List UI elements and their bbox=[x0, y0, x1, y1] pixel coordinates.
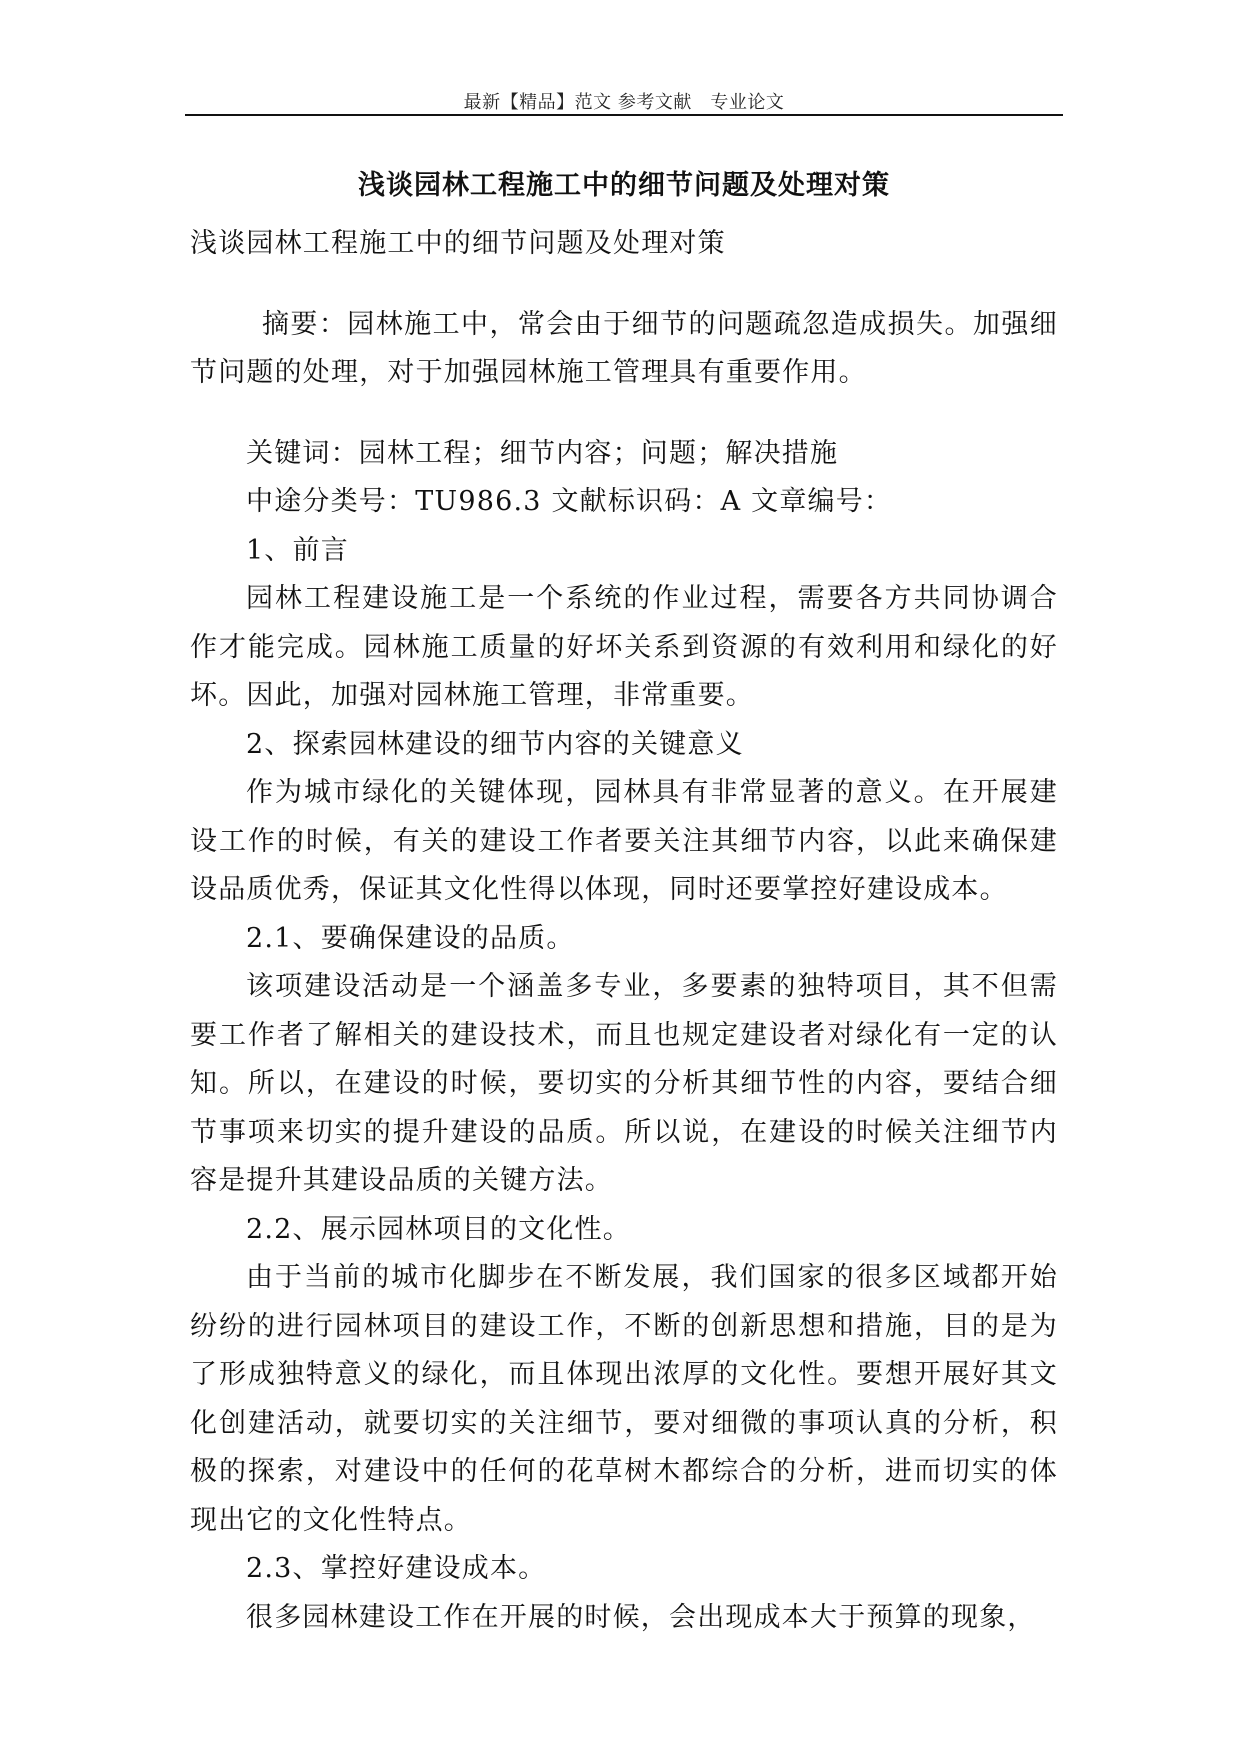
subsection-heading: 2.3、掌控好建设成本。 bbox=[246, 1553, 547, 1584]
body-paragraph: 很多园林建设工作在开展的时候，会出现成本大于预算的现象， bbox=[246, 1601, 1036, 1633]
body-paragraph: 作为城市绿化的关键体现，园林具有非常显著的意义。在开展建设工作的时候，有关的建设工作者要关注其细节内容，以此来确保建设品质优秀，保证其文化性得以体现，同时还要掌控好建设成本。 bbox=[190, 777, 1058, 905]
body-paragraph: 该项建设活动是一个涵盖多专业，多要素的独特项目，其不但需要工作者了解相关的建设技术，而且也规定建设者对绿化有一定的认知。所以，在建设的时候，要切实的分析其细节性的内容，要结合细节事项来切实的提升建设的品质。所以说，在建设的时候关注细节内容是提升其建设品质的关键方法。 bbox=[190, 971, 1058, 1196]
section-heading: 2、探索园林建设的细节内容的关键意义 bbox=[246, 728, 744, 760]
document-title: 浅谈园林工程施工中的细节问题及处理对策 bbox=[358, 170, 890, 201]
section-heading: 1、前言 bbox=[246, 534, 349, 566]
body-paragraph: 园林工程建设施工是一个系统的作业过程，需要各方共同协调合作才能完成。园林施工质量的好坏关系到资源的有效利用和绿化的好坏。因此，加强对园林施工管理，非常重要。 bbox=[190, 583, 1058, 711]
abstract-paragraph: 摘要：园林施工中，常会由于细节的问题疏忽造成损失。加强细节问题的处理，对于加强园林施工管理具有重要作用。 bbox=[190, 308, 1058, 388]
running-header: 最新【精品】范文 参考文献 专业论文 bbox=[463, 92, 785, 113]
document-subtitle: 浅谈园林工程施工中的细节问题及处理对策 bbox=[190, 228, 726, 259]
keywords-line: 关键词：园林工程；细节内容；问题；解决措施 bbox=[246, 437, 839, 469]
header-divider bbox=[185, 114, 1063, 116]
subsection-heading: 2.2、展示园林项目的文化性。 bbox=[246, 1213, 631, 1245]
classification-line: 中途分类号：TU986.3 文献标识码：A 文章编号： bbox=[246, 486, 893, 517]
subsection-heading: 2.1、要确保建设的品质。 bbox=[246, 922, 575, 954]
document-body bbox=[190, 220, 1058, 1642]
body-paragraph: 由于当前的城市化脚步在不断发展，我们国家的很多区域都开始纷纷的进行园林项目的建设工作，不断的创新思想和措施，目的是为了形成独特意义的绿化，而且体现出浓厚的文化性。要想开展好其文化创建活动，就要切实的关注细节，要对细微的事项认真的分析，积极的探索，对建设中的任何的花草树木都综合的分析，进而切实的体现出它的文化性特点。 bbox=[190, 1262, 1058, 1536]
